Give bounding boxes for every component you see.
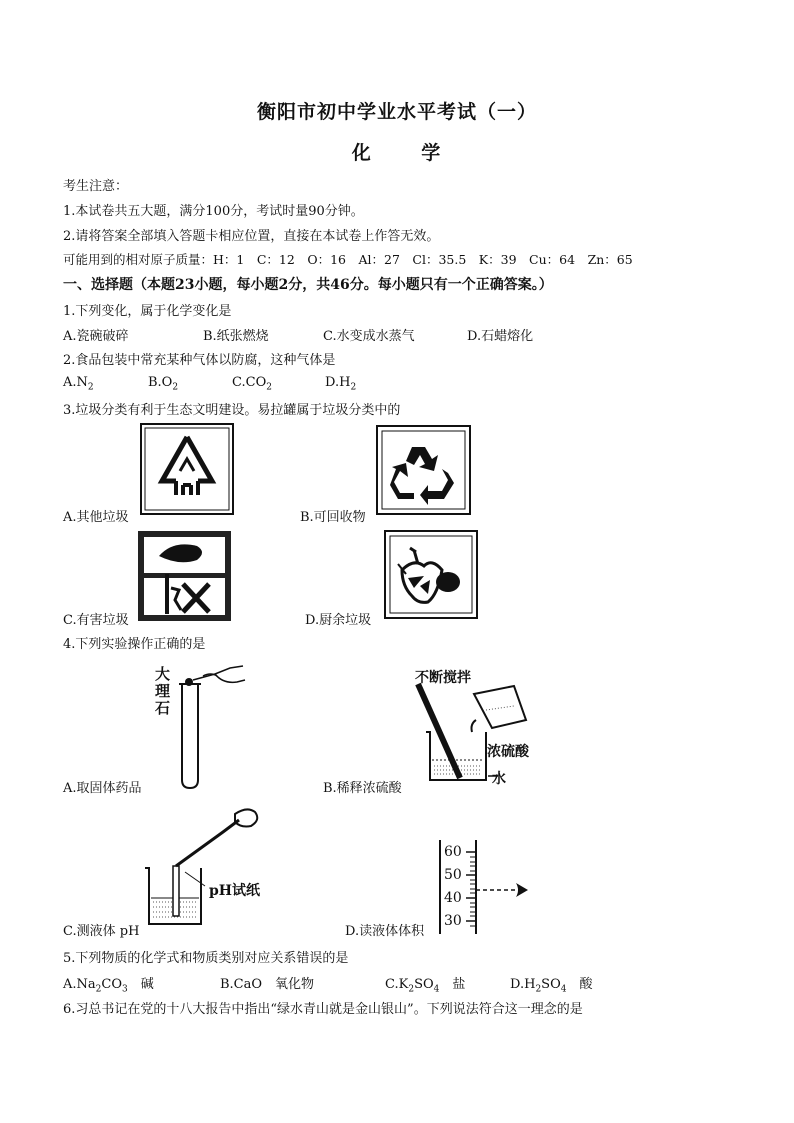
q5-stem: 5.下列物质的化学式和物质类别对应关系错误的是 xyxy=(63,951,349,966)
q2-stem: 2.食品包装中常充某种气体以防腐，这种气体是 xyxy=(63,353,336,368)
q3-stem: 3.垃圾分类有利于生态文明建设。易拉罐属于垃圾分类中的 xyxy=(63,403,401,418)
q2-option-d: $D.H_2$ xyxy=(325,375,357,393)
subject-title: 化 学 xyxy=(351,142,463,164)
beaker-dilution-icon xyxy=(414,680,530,790)
ph-test-beaker-icon xyxy=(143,806,268,931)
hazardous-waste-sign-icon xyxy=(137,530,232,622)
water-label: 水 xyxy=(492,771,506,787)
kitchen-waste-sign-icon xyxy=(384,530,478,619)
cylinder-tick-60: 60 xyxy=(444,844,462,860)
atomic-masses: 可能用到的相对原子质量：H：1 C：12 O：16 Al：27 Cl：35.5 K：39 Cu：64 Zn：65 xyxy=(63,252,633,267)
q1-stem: 1.下列变化，属于化学变化是 xyxy=(63,304,232,319)
notice-item-1: 1.本试卷共五大题，满分100分，考试时量90分钟。 xyxy=(63,204,364,219)
q4-option-a: A.取固体药品 xyxy=(63,781,142,796)
test-tube-marble-icon xyxy=(175,662,250,792)
marble-label: 大理石 xyxy=(155,665,171,717)
q2-option-b: $B.O_2$ xyxy=(148,375,179,393)
stir-label: 不断搅拌 xyxy=(415,670,471,686)
q3-option-d: D.厨余垃圾 xyxy=(305,613,372,628)
q2-option-c: $C.CO_2$ xyxy=(232,375,272,393)
q4-option-c: C.测液体 pH xyxy=(63,924,140,939)
q4-stem: 4.下列实验操作正确的是 xyxy=(63,637,206,652)
q1-option-a: A.瓷碗破碎 xyxy=(63,329,129,344)
recycle-sign-icon xyxy=(376,425,471,515)
acid-label: 浓硫酸 xyxy=(487,744,529,760)
q5-option-a: $A.Na_2CO_3$ 碱 xyxy=(63,977,154,995)
q1-option-c: C.水变成水蒸气 xyxy=(323,329,415,344)
q1-option-d: D.石蜡熔化 xyxy=(467,329,534,344)
cylinder-tick-50: 50 xyxy=(444,867,462,883)
q1-option-b: B.纸张燃烧 xyxy=(203,329,269,344)
notice-item-2: 2.请将答案全部填入答题卡相应位置，直接在本试卷上作答无效。 xyxy=(63,229,440,244)
q2-option-a: $A.N_2$ xyxy=(63,375,94,393)
q3-option-b: B.可回收物 xyxy=(300,510,366,525)
cylinder-tick-30: 30 xyxy=(444,913,462,929)
q4-option-b: B.稀释浓硫酸 xyxy=(323,781,402,796)
q3-option-c: C.有害垃圾 xyxy=(63,613,129,628)
cylinder-tick-40: 40 xyxy=(444,890,462,906)
ph-paper-label: pH试纸 xyxy=(209,883,261,899)
other-waste-sign-icon xyxy=(140,423,234,515)
exam-title: 衡阳市初中学业水平考试（一） xyxy=(256,101,537,123)
q4-option-d: D.读液体体积 xyxy=(345,924,425,939)
q3-option-a: A.其他垃圾 xyxy=(63,510,129,525)
q5-option-c: $C.K_2SO_4$ 盐 xyxy=(385,977,466,995)
section-1-heading: 一、选择题（本题23小题，每小题2分，共46分。每小题只有一个正确答案。） xyxy=(63,277,553,293)
notice-heading: 考生注意： xyxy=(63,179,129,194)
q5-option-b: B.CaO 氧化物 xyxy=(220,977,315,992)
q6-stem: 6.习总书记在党的十八大报告中指出“绿水青山就是金山银山”。下列说法符合这一理念的是 xyxy=(63,1002,583,1017)
q5-option-d: $D.H_2SO_4$ 酸 xyxy=(510,977,593,995)
